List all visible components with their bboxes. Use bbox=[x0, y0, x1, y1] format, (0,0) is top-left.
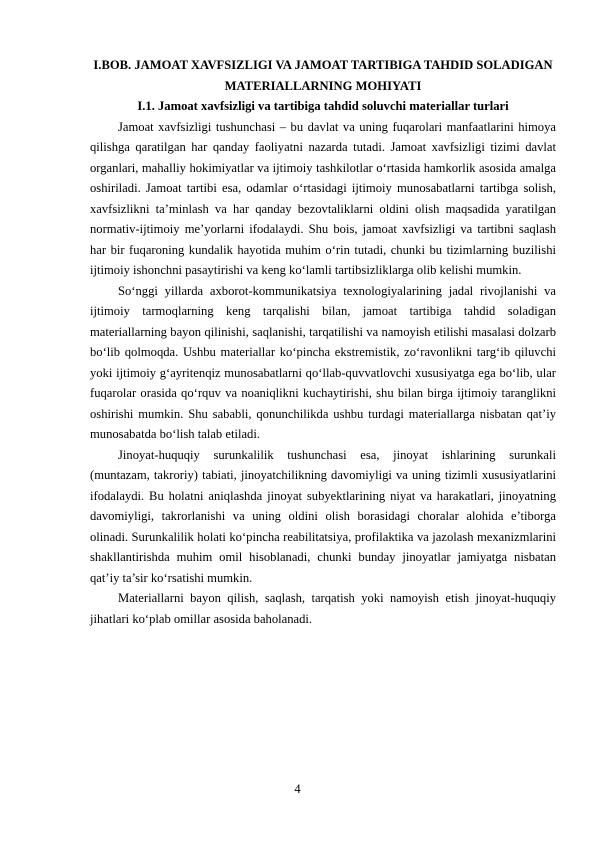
paragraph-3: Jinoyat-huquqiy surunkalilik tushunchasi esa, jinoyat ishlarining surunkali (muntazam, takroriy) tabiati, jinoyatchilikning davomiyligi va uning tizimli xususiyatlarini ifodalaydi. Bu holatni aniqlashda jinoyat subyektlarining niyat va harakatlari, jinoyatning davomiyligi, takrorlanishi va uning oldini olish borasidagi choralar alohida e’tiborga olinadi. Surunkalilik holati ko‘pincha reabilitatsiya, profilaktika va jazolash mexanizmlarini shakllantirishda muhim omil hisoblanadi, chunki bunday jinoyatlar jamiyatga nisbatan qat’iy ta’sir ko‘rsatishi mumkin. bbox=[90, 447, 556, 585]
page-number: 4 bbox=[294, 782, 301, 796]
paragraph-1: Jamoat xavfsizligi tushunchasi – bu davlat va uning fuqarolari manfaatlarini himoya qilishga qaratilgan har qanday faoliyatni nazarda tutadi. Jamoat xavfsizligi tizimi davlat organlari, mahalliy hokimiyatlar va ijtimoiy tashkilotlar o‘rtasida hamkorlik asosida amalga oshiriladi. Jamoat tartibi esa, odamlar o‘rtasidagi ijtimoiy munosabatlarni tartibga solish, xavfsizlikni ta’minlash va har qanday bezovtaliklarni oldini olish maqsadida yaratilgan normativ-ijtimoiy me’yorlarni ifodalaydi. Shu bois, jamoat xavfsizligi va tartibni saqlash har bir fuqaroning kundalik hayotida muhim o‘rin tutadi, chunki bu tizimlarning buzilishi ijtimoiy ishonchni pasaytirishi va keng ko‘lamli tartibsizliklarga olib kelishi mumkin. bbox=[90, 119, 556, 277]
chapter-title: I.BOB. JAMOAT XAVFSIZLIGI VA JAMOAT TARTIBIGA TAHDID SOLADIGAN MATERIALLARNING MOHIYATI bbox=[93, 58, 553, 93]
section-title: I.1. Jamoat xavfsizligi va tartibiga tahdid soluvchi materiallar turlari bbox=[137, 99, 509, 113]
page-content bbox=[90, 55, 556, 629]
paragraph-4: Materiallarni bayon qilish, saqlash, tarqatish yoki namoyish etish jinoyat-huquqiy jihatlari ko‘plab omillar asosida baholanadi. bbox=[90, 591, 556, 626]
paragraph-2: So‘nggi yillarda axborot-kommunikatsiya texnologiyalarining jadal rivojlanishi va ijtimoiy tarmoqlarning keng tarqalishi bilan, jamoat tartibiga tahdid soladigan materiallarning bayon qilinishi, saqlanishi, tarqatilishi va namoyish etilishi masalasi dolzarb bo‘lib qolmoqda. Ushbu materiallar ko‘pincha ekstremistik, zo‘ravonlikni targ‘ib qiluvchi yoki ijtimoiy g‘ayritenqiz munosabatlarni qo‘llab-quvvatlovchi xususiyatga ega bo‘lib, ular fuqarolar orasida qo‘rquv va noaniqlikni kuchaytirishi, shu bilan birga ijtimoiy taranglikni oshirishi mumkin. Shu sababli, qonunchilikda ushbu turdagi materiallarga nisbatan qat’iy munosabatda bo‘lish talab etiladi. bbox=[90, 283, 556, 441]
